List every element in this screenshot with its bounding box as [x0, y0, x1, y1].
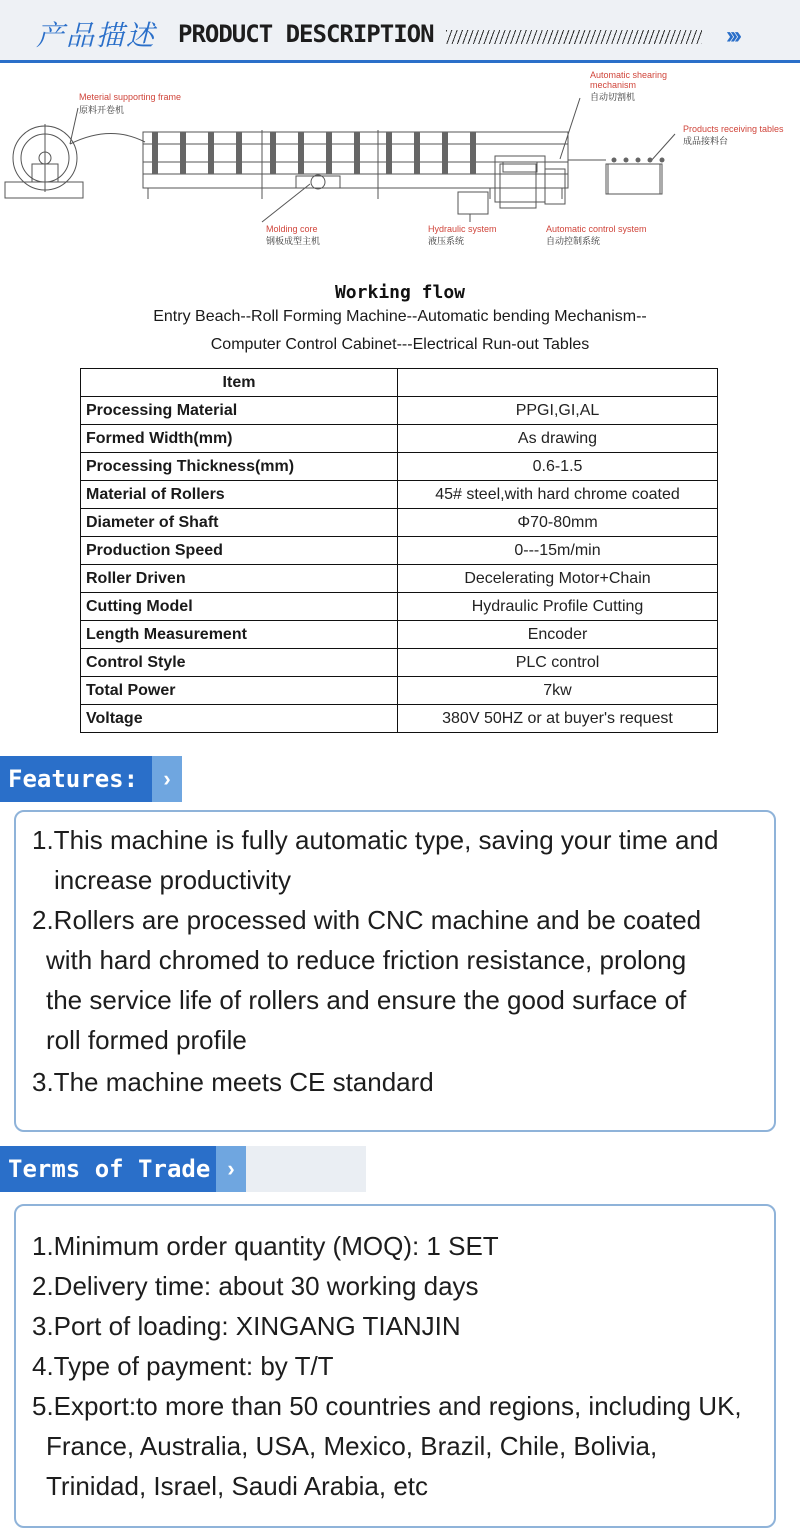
spec-key: Total Power: [81, 677, 398, 705]
table-header-item: Item: [81, 369, 398, 397]
table-row: [81, 537, 718, 565]
spec-value: 380V 50HZ or at buyer's request: [398, 705, 718, 733]
label-molding-cn: 钢板成型主机: [266, 236, 321, 246]
spec-value: 0---15m/min: [398, 537, 718, 565]
header-underline: [0, 60, 800, 63]
label-supporting-frame-cn: 原料开卷机: [79, 105, 125, 115]
label-shearing-cn: 自动切割机: [590, 92, 636, 102]
label-molding-en: Molding core: [266, 224, 318, 234]
label-hydraulic-cn: 液压系统: [428, 236, 465, 246]
chevron-right-icon: ›: [216, 1146, 246, 1192]
label-receiving-en: Products receiving tables: [683, 124, 784, 134]
features-box: [14, 810, 776, 1132]
spec-value: PLC control: [398, 649, 718, 677]
spec-value: 45# steel,with hard chrome coated: [398, 481, 718, 509]
terms-line: 4.Type of payment: by T/T: [32, 1351, 334, 1381]
terms-line: France, Australia, USA, Mexico, Brazil, Chile, Bolivia,: [46, 1431, 658, 1461]
table-row: [81, 509, 718, 537]
feature-line: increase productivity: [54, 865, 291, 895]
table-row: [81, 677, 718, 705]
spec-value: As drawing: [398, 425, 718, 453]
table-row: [81, 593, 718, 621]
spec-key: Production Speed: [81, 537, 398, 565]
spec-key: Roller Driven: [81, 565, 398, 593]
terms-box: [14, 1204, 776, 1528]
spec-key: Length Measurement: [81, 621, 398, 649]
header-title-cn: 产品描述: [36, 19, 157, 52]
spec-value: 7kw: [398, 677, 718, 705]
table-row: [81, 705, 718, 733]
working-flow-title: Working flow: [334, 282, 466, 303]
label-shearing-en1: Automatic shearing: [590, 70, 668, 80]
table-row: [81, 425, 718, 453]
spec-value: Hydraulic Profile Cutting: [398, 593, 718, 621]
spec-key: Diameter of Shaft: [81, 509, 398, 537]
table-row: [81, 565, 718, 593]
table-row: [81, 649, 718, 677]
terms-line: 1.Minimum order quantity (MOQ): 1 SET: [32, 1231, 499, 1261]
feature-line: 3.The machine meets CE standard: [32, 1067, 434, 1097]
spec-key: Processing Material: [81, 397, 398, 425]
terms-line: 2.Delivery time: about 30 working days: [32, 1271, 479, 1301]
table-row: [81, 481, 718, 509]
terms-line: 3.Port of loading: XINGANG TIANJIN: [32, 1311, 461, 1341]
spec-value: PPGI,GI,AL: [398, 397, 718, 425]
table-row: [81, 621, 718, 649]
spec-key: Material of Rollers: [81, 481, 398, 509]
header-stripes-decoration: [446, 30, 702, 44]
label-supporting-frame-en: Meterial supporting frame: [79, 92, 182, 102]
table-row: [81, 453, 718, 481]
working-flow-line-1: Entry Beach--Roll Forming Machine--Automatic bending Mechanism--: [153, 308, 647, 325]
features-tab: Features:: [0, 756, 152, 802]
table-header-value: [398, 369, 718, 397]
spec-value: Encoder: [398, 621, 718, 649]
terms-line: Trinidad, Israel, Saudi Arabia, etc: [46, 1471, 429, 1501]
label-hydraulic-en: Hydraulic system: [428, 224, 497, 234]
feature-line: the service life of rollers and ensure the good surface of: [46, 985, 687, 1015]
machine-diagram: [0, 64, 800, 264]
chevron-right-icon: ›: [152, 756, 182, 802]
spec-key: Cutting Model: [81, 593, 398, 621]
feature-line: roll formed profile: [46, 1025, 247, 1055]
header-title-en: PRODUCT DESCRIPTION: [178, 20, 434, 48]
section-header: [0, 0, 800, 62]
spec-key: Processing Thickness(mm): [81, 453, 398, 481]
table-header-row: [81, 369, 718, 397]
feature-line: 1.This machine is fully automatic type, saving your time and: [32, 825, 719, 855]
label-receiving-cn: 成品接料台: [683, 136, 729, 146]
table-row: [81, 397, 718, 425]
label-control-cn: 自动控制系统: [546, 236, 601, 246]
label-shearing-en2: mechanism: [590, 80, 637, 90]
spec-value: Decelerating Motor+Chain: [398, 565, 718, 593]
spec-value: 0.6-1.5: [398, 453, 718, 481]
terms-tab-ghost: [246, 1146, 366, 1192]
spec-value: Φ70-80mm: [398, 509, 718, 537]
spec-key: Formed Width(mm): [81, 425, 398, 453]
feature-line: 2.Rollers are processed with CNC machine and be coated: [32, 905, 702, 935]
chevron-right-icon: ›››: [726, 22, 738, 49]
terms-tab: Terms of Trade: [0, 1146, 216, 1192]
spec-key: Control Style: [81, 649, 398, 677]
spec-table: [80, 368, 718, 733]
spec-key: Voltage: [81, 705, 398, 733]
feature-line: with hard chromed to reduce friction resistance, prolong: [46, 945, 687, 975]
terms-line: 5.Export:to more than 50 countries and regions, including UK,: [32, 1391, 742, 1421]
label-control-en: Automatic control system: [546, 224, 647, 234]
working-flow-line-2: Computer Control Cabinet---Electrical Run-out Tables: [210, 336, 590, 353]
